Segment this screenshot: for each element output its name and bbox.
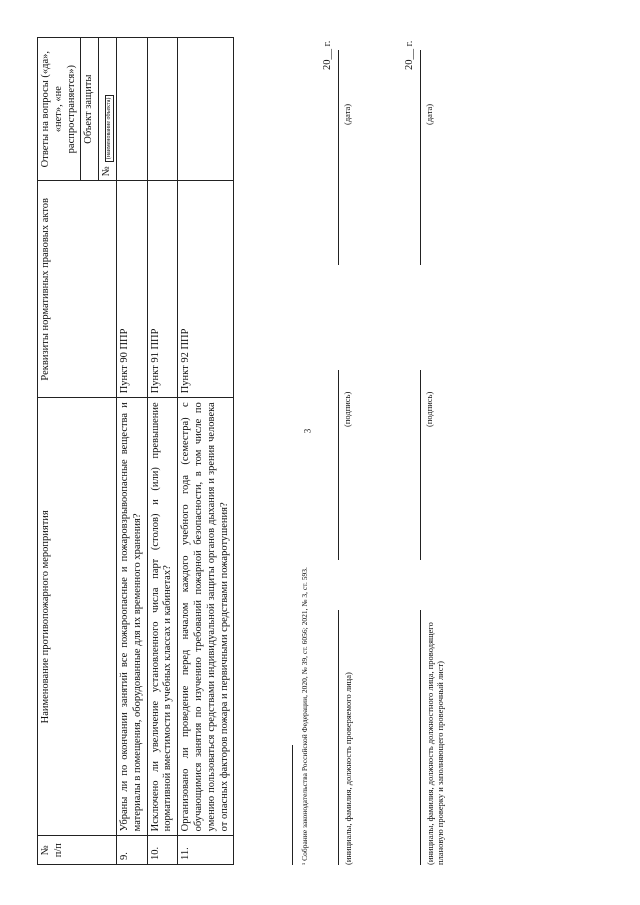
year-text: 20__ г. <box>404 40 415 70</box>
object-name-caption: (наименование объекта) <box>105 95 114 163</box>
answer-cell <box>116 38 147 181</box>
person-line <box>420 610 421 865</box>
requisites-text: Пункт 92 ППР <box>178 181 234 398</box>
footnote: ¹ Собрание законодательства Российской Федерации, 2020, № 39, ст. 6056; 2021, № 3, ст. 593. <box>300 567 309 865</box>
date-line <box>420 50 421 265</box>
person-caption: (инициалы, фамилия, должность должностного лица, проводящего плановую проверку и заполняющего проверочный лист) <box>425 622 445 865</box>
signature-line <box>420 370 421 560</box>
person-line <box>338 610 339 865</box>
table-row <box>147 38 178 865</box>
table-row <box>178 38 234 865</box>
requisites-text: Пункт 90 ППР <box>116 181 147 398</box>
page-number: 3 <box>302 428 313 434</box>
date-line <box>338 50 339 265</box>
header-num: № п/п <box>38 836 117 865</box>
signature-caption: (подпись) <box>342 391 352 427</box>
table-row <box>116 38 147 865</box>
year-text: 20__ г. <box>322 40 333 70</box>
header-object: Объект защиты <box>81 38 99 181</box>
measure-text: Убраны ли по окончании занятий все пожароопасные и пожаровзрывоопасные вещества и материалы в помещения, оборудованные для их временного хранения? <box>116 398 147 836</box>
person-caption: (инициалы, фамилия, должность проверяемого лица) <box>343 672 353 865</box>
signature-caption: (подпись) <box>424 391 434 427</box>
header-object-number <box>99 38 117 181</box>
measure-text: Организовано ли проведение перед началом каждого учебного года (семестра) с обучающимися занятия по изучению требований пожарной безопасности, в том числе по умению пользоваться средствами индивидуальной защиты органов дыхания и зрения человека от опасных факторов пожара и первичными средствами пожаротушения? <box>178 398 234 836</box>
number-sign: № <box>101 166 113 177</box>
checklist-table <box>37 37 234 865</box>
date-caption: (дата) <box>342 103 352 125</box>
signature-line <box>338 370 339 560</box>
requisites-text: Пункт 91 ППР <box>147 181 178 398</box>
measure-text: Исключено ли увеличение установленного числа парт (столов) и (или) превышение нормативной вместимости в учебных классах и кабинетах? <box>147 398 178 836</box>
header-requisites: Реквизиты нормативных правовых актов <box>38 181 117 398</box>
date-caption: (дата) <box>424 103 434 125</box>
row-number: 11. <box>178 836 234 865</box>
table-header-row <box>38 38 81 865</box>
header-answers: Ответы на вопросы («да», «нет», «не распространяется») <box>38 38 81 181</box>
row-number: 10. <box>147 836 178 865</box>
footnote-separator <box>292 745 293 865</box>
answer-cell <box>178 38 234 181</box>
row-number: 9. <box>116 836 147 865</box>
header-measure: Наименование противопожарного мероприятия <box>38 398 117 836</box>
answer-cell <box>147 38 178 181</box>
